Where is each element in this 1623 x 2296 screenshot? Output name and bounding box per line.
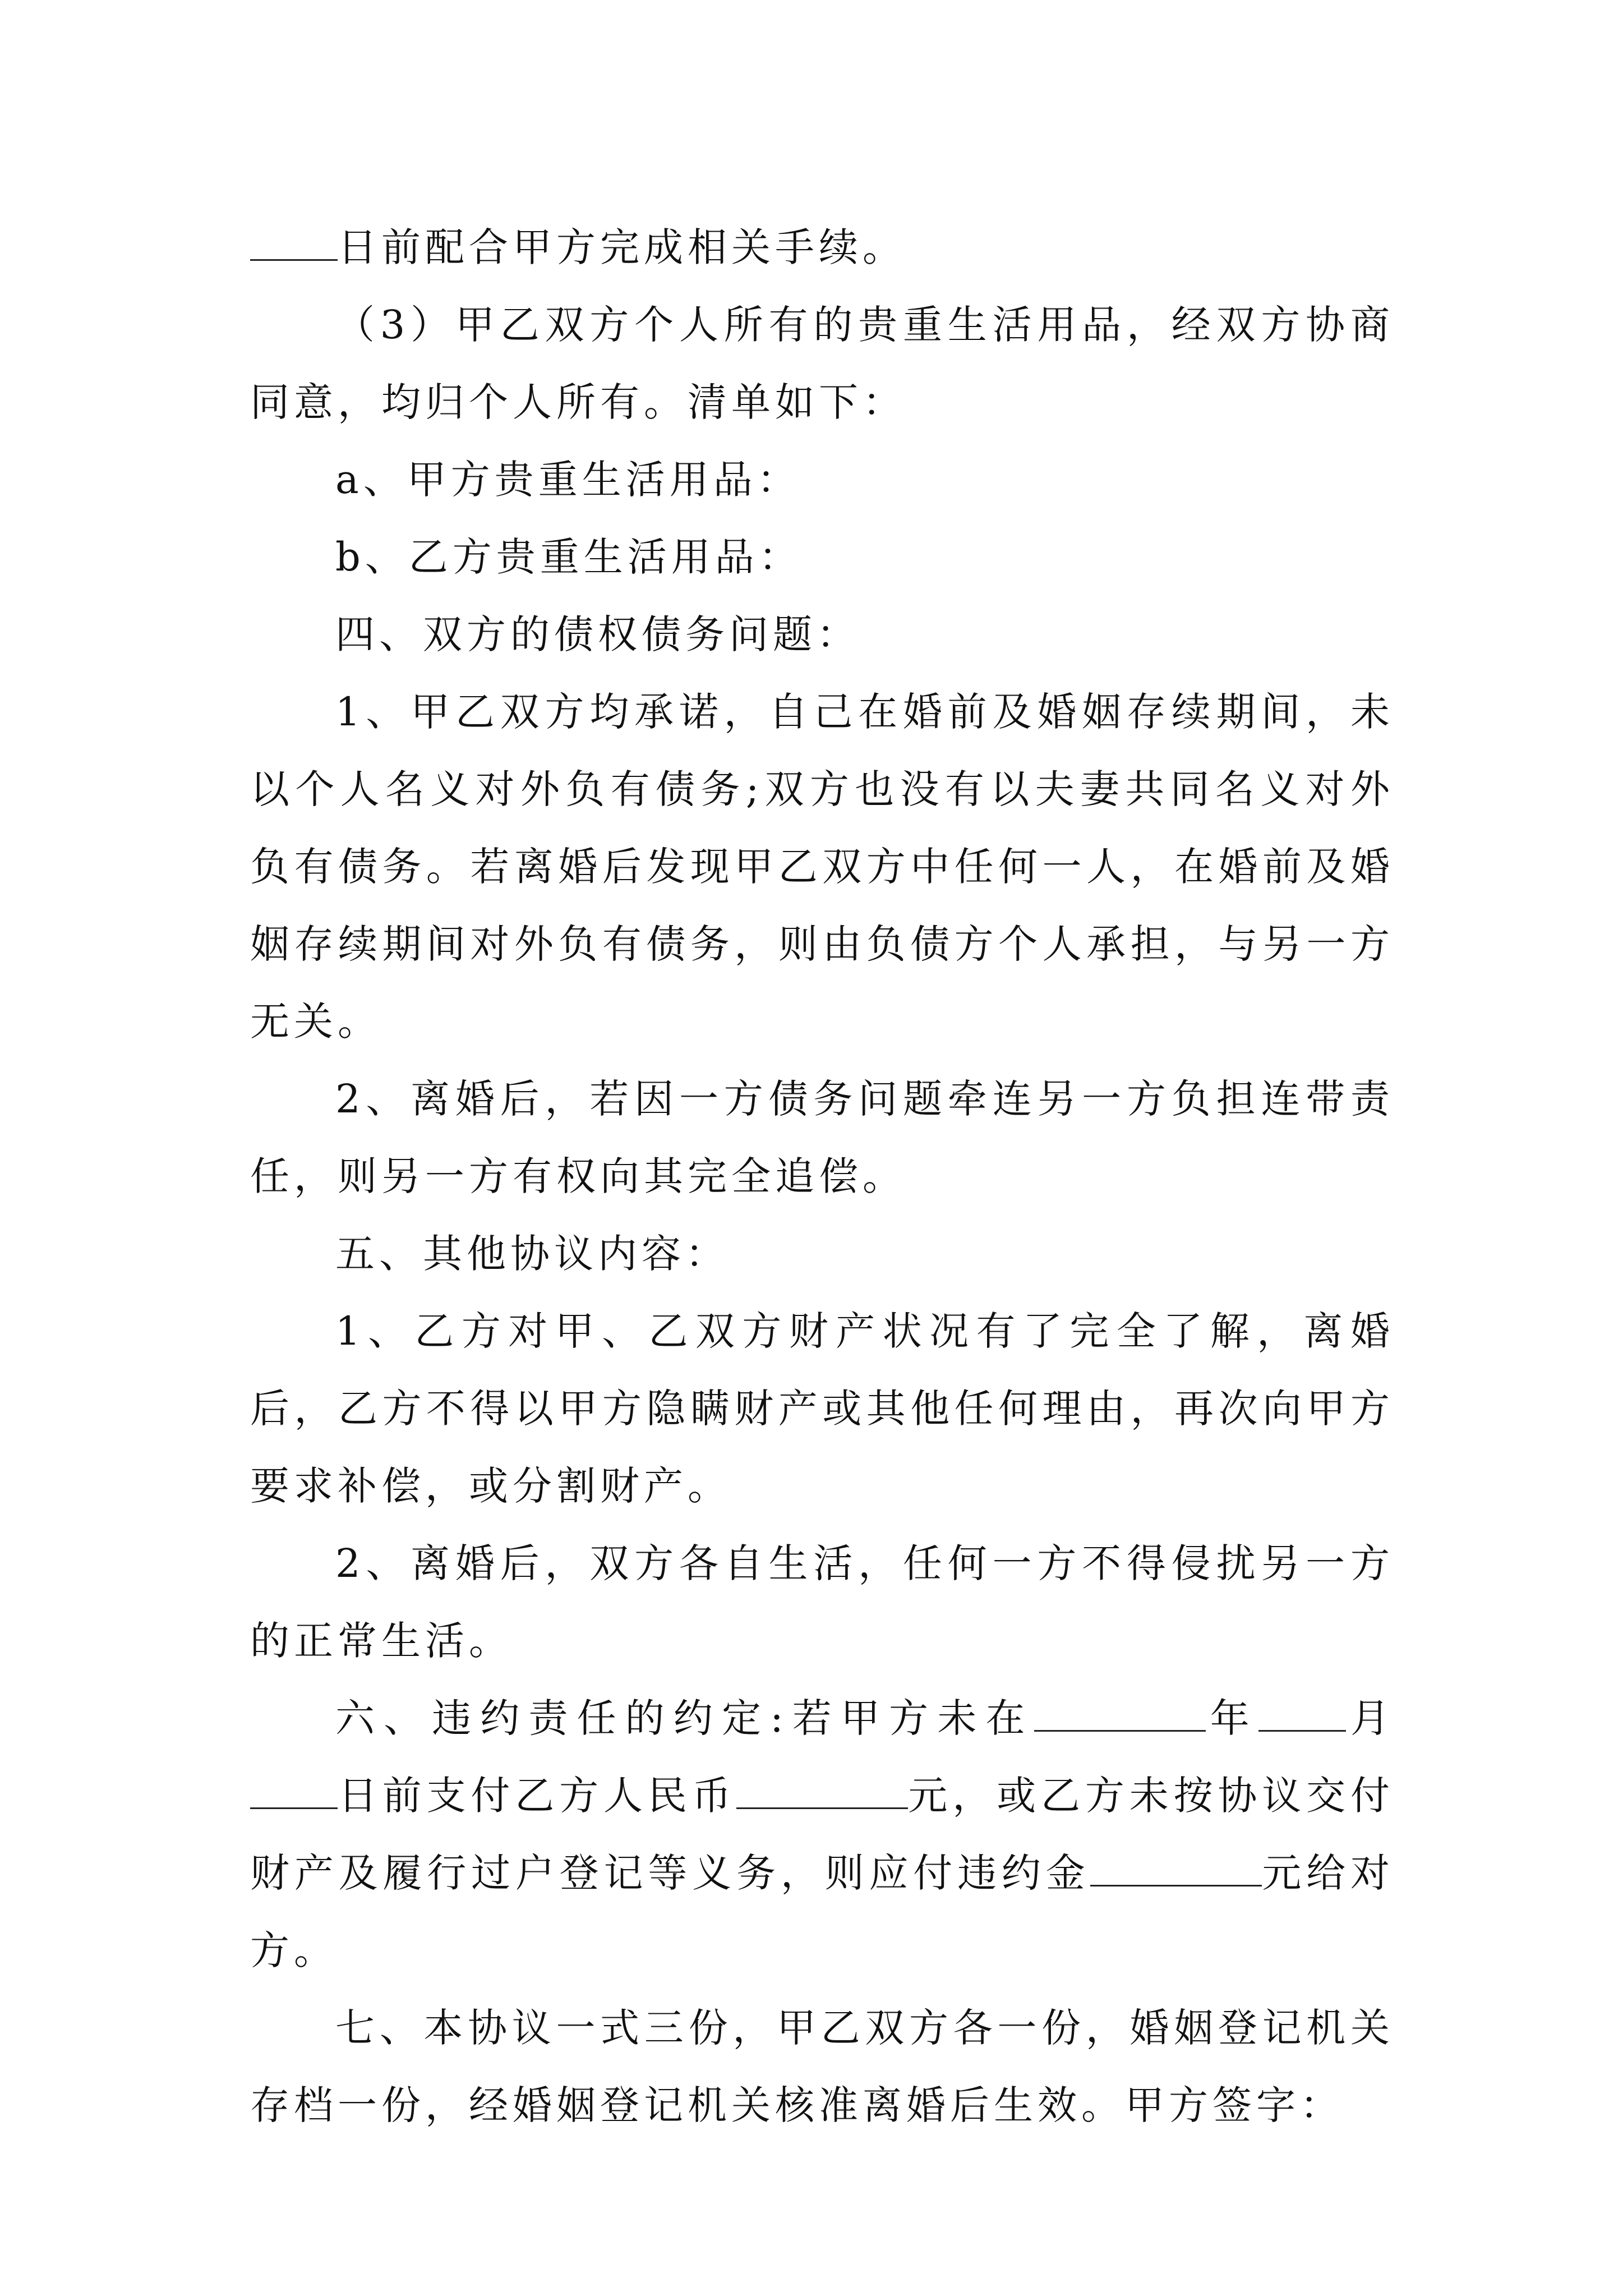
paragraph-text: 四、双方的债权债务问题： bbox=[335, 611, 860, 657]
paragraph-text: 年 bbox=[1205, 1695, 1258, 1741]
fill-in-blank bbox=[736, 1775, 908, 1809]
fill-in-blank bbox=[250, 1775, 338, 1809]
paragraph bbox=[250, 286, 1394, 441]
paragraph-text: a、甲方贵重生活用品： bbox=[335, 457, 801, 503]
paragraph bbox=[250, 1989, 1394, 2144]
paragraph bbox=[250, 518, 1394, 596]
paragraph-text: （3）甲乙双方个人所有的贵重生活用品，经双方协商同意，均归个人所有。清单如下： bbox=[250, 302, 1394, 425]
paragraph-text: 元给对方。 bbox=[250, 1850, 1395, 1973]
paragraph-text: 1、乙方对甲、乙双方财产状况有了完全了解，离婚后，乙方不得以甲方隐瞒财产或其他任何理由，再次向甲方要求补偿，或分割财产。 bbox=[250, 1308, 1394, 1509]
paragraph bbox=[250, 1525, 1394, 1680]
paragraph-text: 2、离婚后，双方各自生活，任何一方不得侵扰另一方的正常生活。 bbox=[250, 1540, 1394, 1664]
paragraph bbox=[250, 1292, 1394, 1525]
paragraph bbox=[250, 1680, 1394, 1989]
paragraph bbox=[250, 1215, 1394, 1292]
paragraph bbox=[250, 1060, 1394, 1215]
fill-in-blank bbox=[250, 227, 338, 261]
fill-in-blank bbox=[1034, 1697, 1206, 1732]
paragraph bbox=[250, 596, 1394, 673]
paragraph-text: 五、其他协议内容： bbox=[335, 1231, 729, 1277]
paragraph-text: 2、离婚后，若因一方债务问题牵连另一方负担连带责任，则另一方有权向其完全追偿。 bbox=[250, 1076, 1394, 1199]
document-body bbox=[250, 209, 1394, 2144]
fill-in-blank bbox=[1090, 1852, 1262, 1887]
paragraph bbox=[250, 441, 1394, 518]
paragraph-text: 日前支付乙方人民币 bbox=[338, 1773, 736, 1819]
paragraph bbox=[250, 209, 1394, 286]
paragraph-text: 元，或乙方未按协议交付财产及履行过户登记等义务，则应付违约金 bbox=[250, 1773, 1395, 1896]
paragraph-text: 1、甲乙双方均承诺，自己在婚前及婚姻存续期间，未以个人名义对外负有债务;双方也没有以夫妻共同名义对外负有债务。若离婚后发现甲乙双方中任何一人，在婚前及婚姻存续期间对外负有债务，则由负债方个人承担，与另一方无关。 bbox=[250, 689, 1394, 1045]
paragraph-text: 日前配合甲方完成相关手续。 bbox=[338, 224, 906, 270]
fill-in-blank bbox=[1258, 1697, 1346, 1732]
paragraph-text: b、乙方贵重生活用品： bbox=[335, 534, 803, 580]
paragraph bbox=[250, 673, 1394, 1060]
paragraph-text: 六、违约责任的约定:若甲方未在 bbox=[335, 1695, 1034, 1741]
paragraph-text: 七、本协议一式三份，甲乙双方各一份，婚姻登记机关存档一份，经婚姻登记机关核准离婚后生效。甲方签字： bbox=[250, 2005, 1394, 2128]
paragraph-text: 月 bbox=[1345, 1695, 1395, 1741]
